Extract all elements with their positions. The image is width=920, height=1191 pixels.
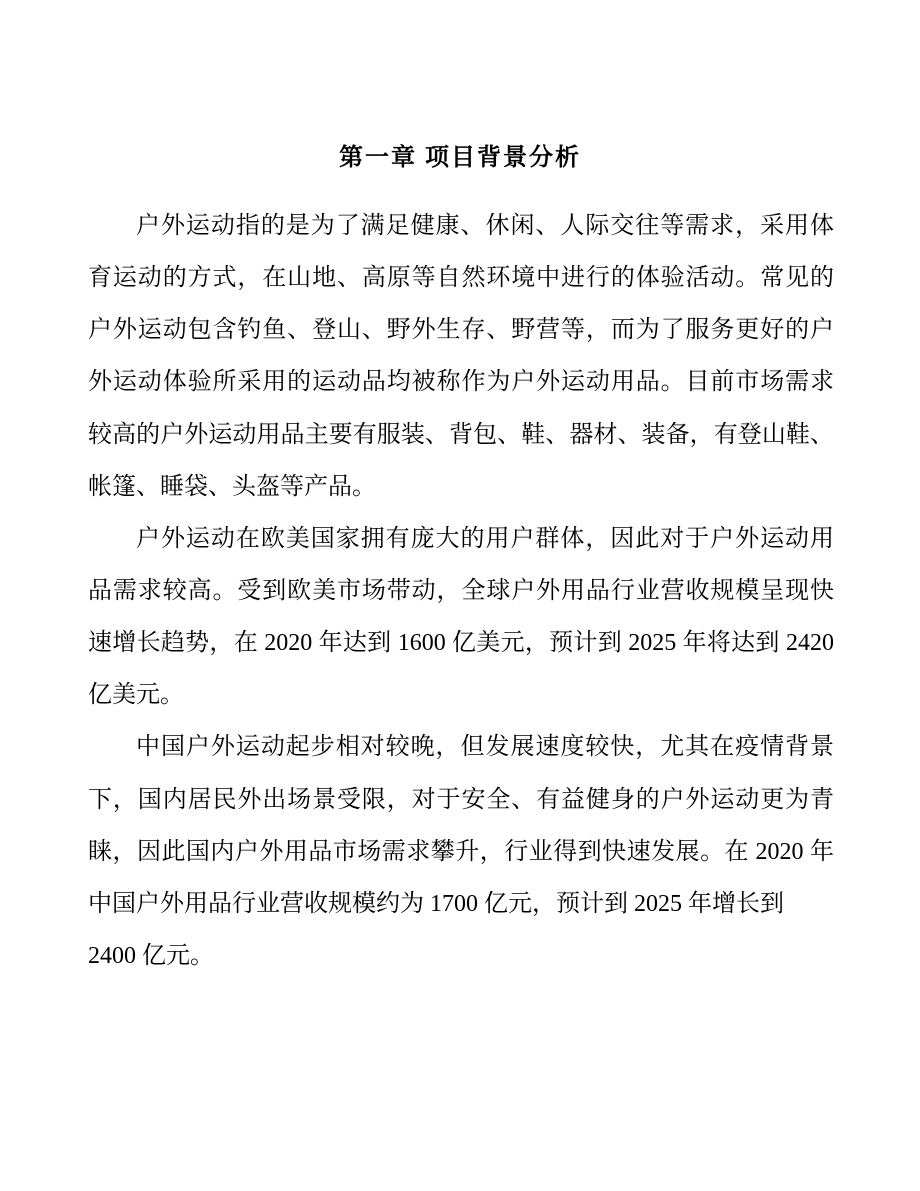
paragraph-3-line-1: 中国户外运动起步相对较晚，但发展速度较快，尤其在疫情背景 xyxy=(136,734,834,761)
paragraph-3 xyxy=(88,721,834,982)
paragraph-1-line-1: 户外运动指的是为了满足健康、休闲、人际交往等需求，采用体 xyxy=(136,213,834,239)
paragraph-1-line-2: 育运动的方式，在山地、高原等自然环境中进行的体验活动。常见的 xyxy=(88,265,834,292)
document-body xyxy=(88,200,834,982)
paragraph-2-line-4: 亿美元。 xyxy=(88,682,184,709)
paragraph-2-line-3: 速增长趋势，在 2020 年达到 1600 亿美元，预计到 2025 年将达到 2420 xyxy=(88,630,834,657)
paragraph-3-line-3: 睐，因此国内户外用品市场需求攀升，行业得到快速发展。在 2020 年 xyxy=(88,838,834,865)
paragraph-1-line-4: 外运动体验所采用的运动品均被称作为户外运动用品。目前市场需求 xyxy=(88,369,834,396)
paragraph-2-line-1: 户外运动在欧美国家拥有庞大的用户群体，因此对于户外运动用 xyxy=(136,525,834,552)
paragraph-3-line-5: 2400 亿元。 xyxy=(88,942,214,969)
paragraph-3-line-4: 中国户外用品行业营收规模约为 1700 亿元，预计到 2025 年增长到 xyxy=(88,890,784,917)
paragraph-1-line-5: 较高的户外运动用品主要有服装、背包、鞋、器材、装备，有登山鞋、 xyxy=(88,421,834,448)
paragraph-2-line-2: 品需求较高。受到欧美市场带动，全球户外用品行业营收规模呈现快 xyxy=(88,577,834,604)
chapter-title: 第一章 项目背景分析 xyxy=(339,145,581,171)
paragraph-2 xyxy=(88,513,834,722)
paragraph-1-line-6: 帐篷、睡袋、头盔等产品。 xyxy=(88,473,376,500)
paragraph-1-line-3: 户外运动包含钓鱼、登山、野外生存、野营等，而为了服务更好的户 xyxy=(88,317,834,344)
paragraph-1 xyxy=(88,200,834,513)
paragraph-3-line-2: 下，国内居民外出场景受限，对于安全、有益健身的户外运动更为青 xyxy=(88,786,834,813)
